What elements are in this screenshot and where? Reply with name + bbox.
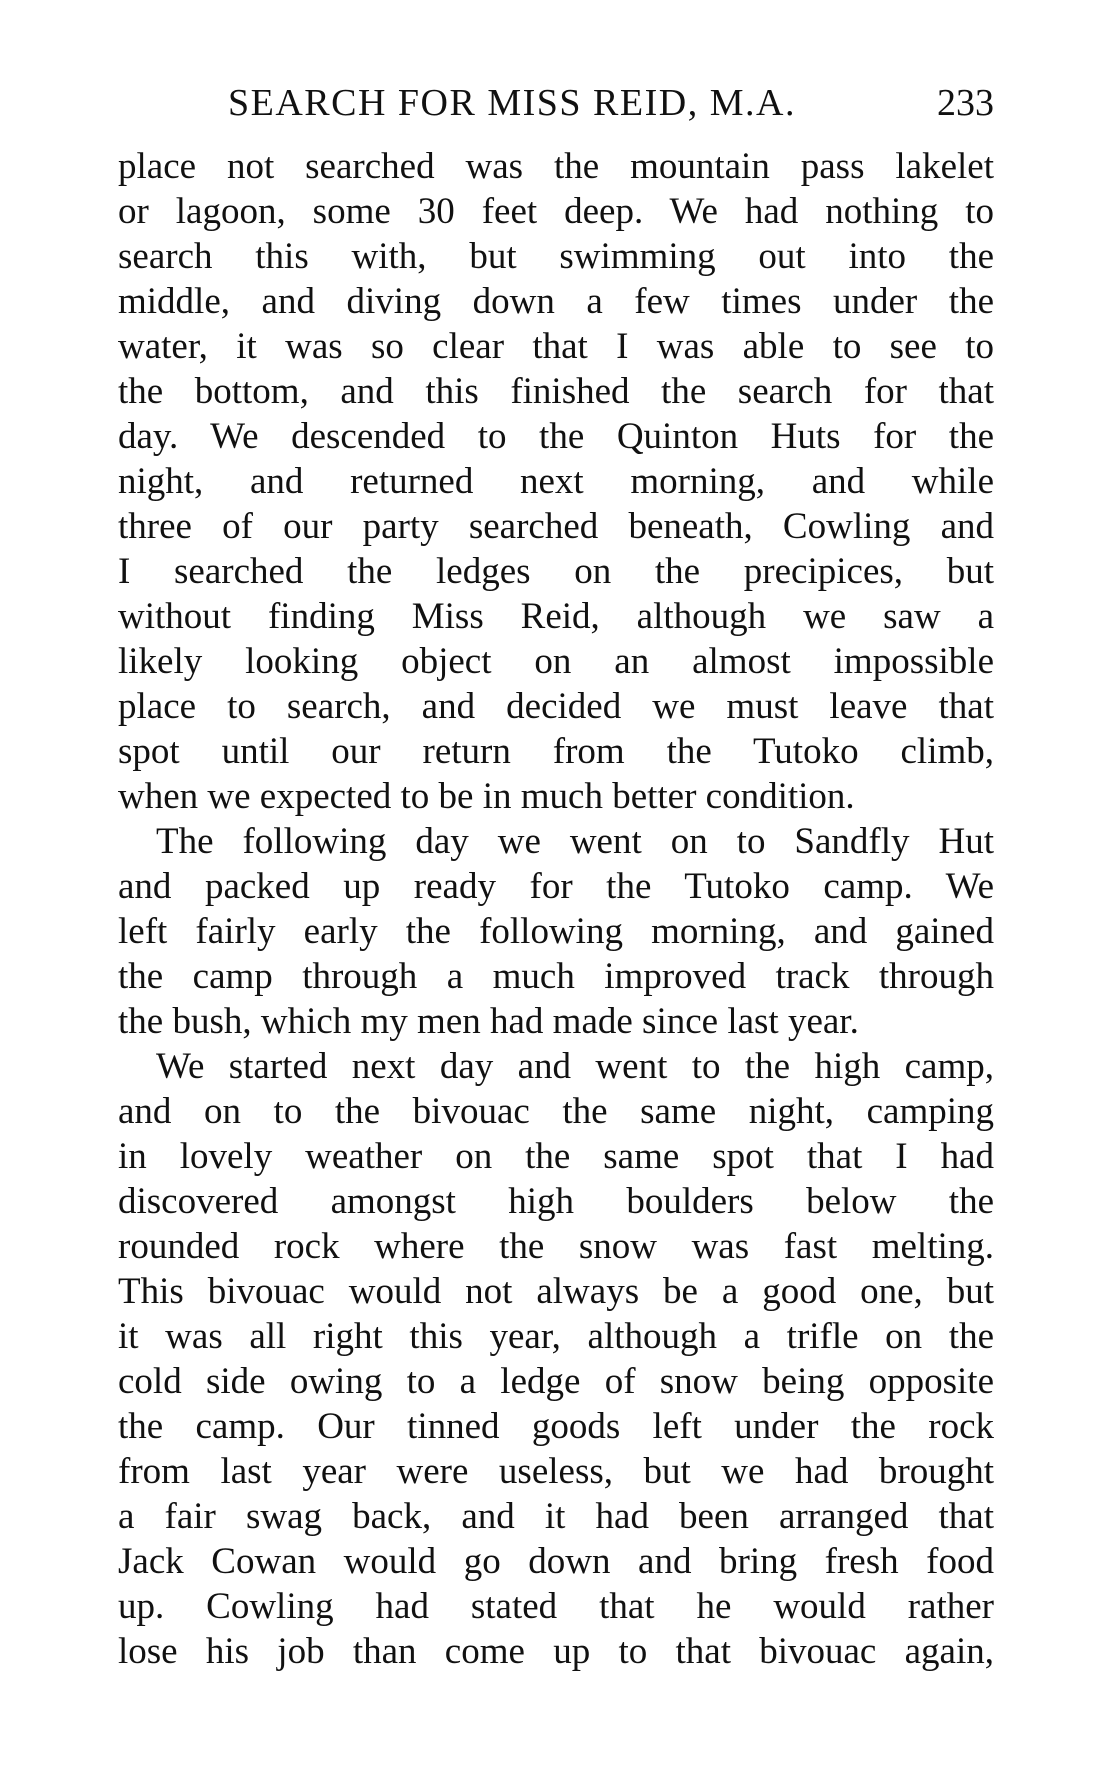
running-title: SEARCH FOR MISS REID, M.A. [228,82,796,124]
text-line: from last year were useless, but we had brought [118,1451,994,1492]
text-line: I searched the ledges on the precipices, but [118,551,994,592]
text-line: cold side owing to a ledge of snow being opposite [118,1361,994,1402]
text-line: the camp. Our tinned goods left under the rock [118,1406,994,1447]
paragraph-last-line: the bush, which my men had made since last year. [118,1001,859,1042]
text-line: it was all right this year, although a trifle on the [118,1316,994,1357]
text-line: without finding Miss Reid, although we saw a [118,596,994,637]
text-line: and on to the bivouac the same night, camping [118,1091,994,1132]
paragraph-first-line: We started next day and went to the high camp, [156,1046,994,1087]
page-number: 233 [937,82,994,124]
text-line: three of our party searched beneath, Cowling and [118,506,994,547]
text-line: in lovely weather on the same spot that I had [118,1136,994,1177]
text-line: discovered amongst high boulders below the [118,1181,994,1222]
text-line: Jack Cowan would go down and bring fresh food [118,1541,994,1582]
text-line: and packed up ready for the Tutoko camp. We [118,866,994,907]
text-line: place not searched was the mountain pass lakelet [118,146,994,187]
paragraph-first-line: The following day we went on to Sandfly Hut [156,821,994,862]
text-line: water, it was so clear that I was able to see to [118,326,994,367]
text-line: middle, and diving down a few times under the [118,281,994,322]
text-line: a fair swag back, and it had been arranged that [118,1496,994,1537]
paragraph-last-line: when we expected to be in much better condition. [118,776,855,817]
running-head [118,78,994,128]
text-line: search this with, but swimming out into the [118,236,994,277]
text-line: spot until our return from the Tutoko climb, [118,731,994,772]
text-line: lose his job than come up to that bivouac again, [118,1631,994,1672]
text-line: place to search, and decided we must leave that [118,686,994,727]
text-line: the bottom, and this finished the search for that [118,371,994,412]
body-text [118,144,994,1674]
text-line: the camp through a much improved track through [118,956,994,997]
text-line: or lagoon, some 30 feet deep. We had nothing to [118,191,994,232]
text-line: up. Cowling had stated that he would rather [118,1586,994,1627]
text-line: rounded rock where the snow was fast melting. [118,1226,994,1267]
text-line: day. We descended to the Quinton Huts for the [118,416,994,457]
text-line: likely looking object on an almost impossible [118,641,994,682]
text-line: This bivouac would not always be a good one, but [118,1271,994,1312]
text-line: left fairly early the following morning, and gained [118,911,994,952]
text-line: night, and returned next morning, and while [118,461,994,502]
